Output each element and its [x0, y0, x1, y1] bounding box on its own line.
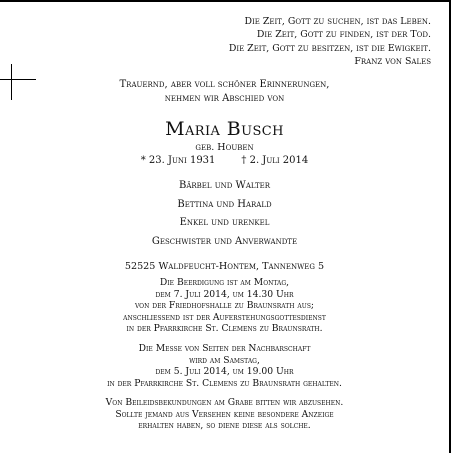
quote-line: Die Zeit, Gott zu suchen, ist das Leben. — [244, 16, 431, 27]
funeral-info — [0, 277, 449, 335]
closing-line: erhalten haben, so diene diese als solche. — [138, 420, 311, 431]
mass-line: wird am Samstag, — [189, 354, 260, 366]
deceased-name: Maria Busch — [165, 118, 284, 140]
quote-author: Franz von Sales — [354, 55, 431, 67]
quote-block — [229, 15, 431, 68]
mourner-entry: Enkel und urenkel — [179, 217, 270, 229]
closing-line: Von Beileidsbekundungen am Grabe bitten wir abzusehen. — [105, 397, 344, 408]
intro-line: nehmen wir Abschied von — [164, 93, 285, 104]
closing-line: Sollte jemand aus Versehen keine besondere Anzeige — [115, 408, 334, 420]
quote-line: Die Zeit, Gott zu finden, ist der Tod. — [256, 29, 431, 41]
closing-note — [0, 397, 449, 432]
funeral-line: in der Pfarrkirche St. Clemens zu Braunsrath. — [126, 323, 323, 334]
mass-line: Die Messe von Seiten der Nachbarschaft — [138, 343, 311, 354]
mourner-entry: Geschwister und Anverwandte — [151, 236, 298, 248]
funeral-line: Die Beerdigung ist am Montag, — [159, 277, 290, 288]
death-date: † 2. Juli 2014 — [241, 155, 309, 166]
quote-line: Die Zeit, Gott zu besitzen, ist die Ewigkeit. — [228, 42, 431, 54]
mourner-entry: Bettina und Harald — [177, 198, 272, 210]
birth-date: * 23. Juni 1931 — [140, 155, 216, 166]
mourners-list — [0, 177, 449, 252]
intro-line: Trauernd, aber voll schöner Erinnerungen, — [119, 79, 330, 90]
funeral-line: von der Friedhofshalle zu Braunsrath aus; — [134, 300, 315, 311]
funeral-line: dem 7. Juli 2014, um 14.30 Uhr — [155, 288, 294, 300]
life-dates — [0, 154, 449, 168]
mass-line: in der Pfarrkirche St. Clemens zu Braunsrath gehalten. — [107, 377, 342, 389]
mass-line: dem 5. Juli 2014, um 19.00 Uhr — [155, 366, 294, 377]
funeral-line: anschliessend ist der Auferstehungsgottesdienst — [123, 311, 326, 323]
mass-info — [0, 343, 449, 389]
mourner-entry: Bärbel und Walter — [178, 180, 271, 191]
family-address: 52525 Waldfeucht-Hontem, Tannenweg 5 — [124, 261, 325, 272]
intro-text — [0, 78, 449, 106]
birth-name: geb. Houben — [195, 142, 254, 153]
